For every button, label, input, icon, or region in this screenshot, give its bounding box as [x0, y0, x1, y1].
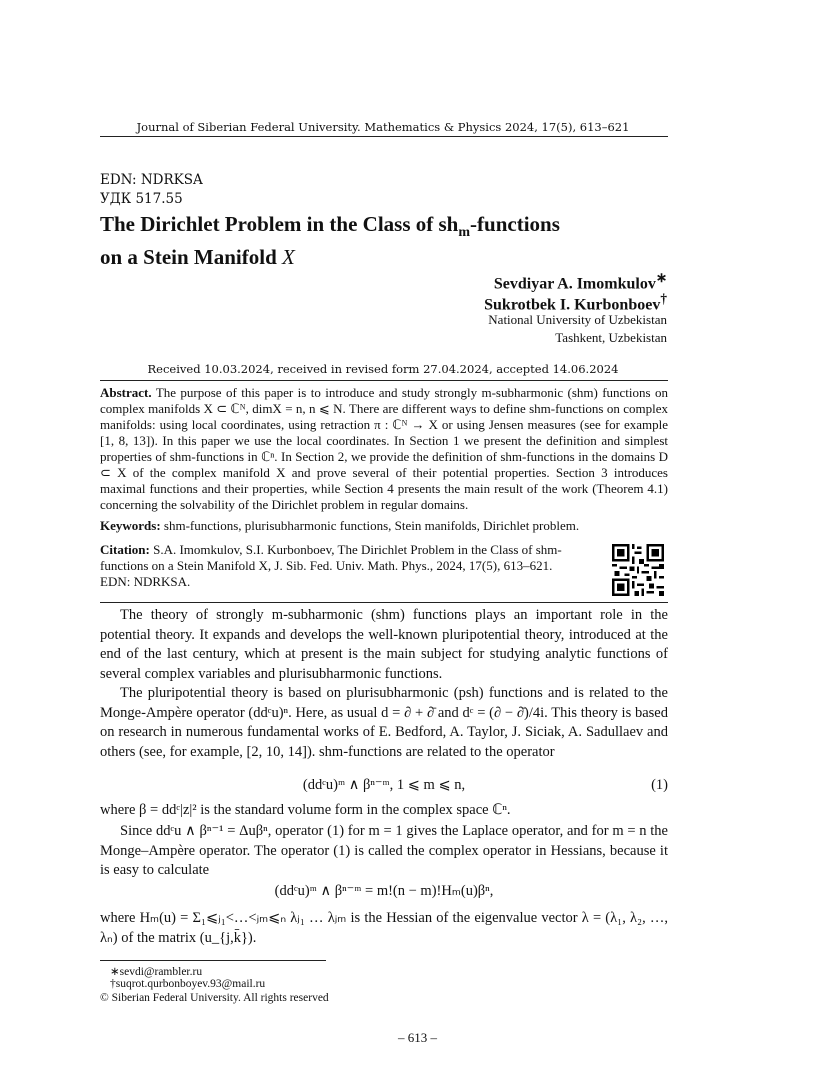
paper-title: [100, 212, 660, 270]
paragraph-2-tail-text: where β = ddᶜ|z|² is the standard volume form in the complex space ℂⁿ.: [100, 802, 511, 818]
author-2-mark: †: [660, 291, 667, 306]
author-1-name: Sevdiyar A. Imomkulov: [493, 275, 656, 293]
equation-2: [100, 883, 668, 900]
author-1-mark: ∗: [655, 270, 667, 285]
equation-1-number: (1): [651, 777, 668, 793]
citation-text: S.A. Imomkulov, S.I. Kurbonboev, The Dirichlet Problem in the Class of shm-functions on a Stein Manifold X, J. Sib. Fed. Univ. Math. Phys., 2024, 17(5), 613–621. EDN: NDRKSA.: [100, 542, 562, 589]
footnote-2: †suqrot.qurbonboyev.93@mail.ru: [110, 978, 266, 990]
qr-code-icon: [612, 544, 664, 596]
paragraph-4-text: where Hₘ(u) = Σ₁⩽ⱼ₁<…<ⱼₘ⩽ₙ λⱼ₁ … λⱼₘ is the Hessian of the eigenvalue vector λ = (λ₁, λ₂, …, λₙ) of the matrix (u_{j,k̄}).: [100, 910, 668, 946]
affiliation-line-1: National University of Uzbekistan: [488, 312, 667, 327]
paragraph-2-tail: [100, 801, 668, 821]
page-number: – 613 –: [398, 1030, 437, 1045]
udk-code: УДК 517.55: [100, 191, 183, 207]
paragraph-3-text: Since ddᶜu ∧ βⁿ⁻¹ = Δuβⁿ, operator (1) for m = 1 gives the Laplace operator, and for m = n the Monge–Ampère operator. The operator (1) is called the complex operator in Hessians, because it is easy to calculate: [100, 823, 668, 878]
title-line1-suffix: -functions: [470, 212, 560, 236]
title-line1-sub: m: [458, 225, 471, 241]
author-1: [494, 270, 667, 293]
abstract-text: The purpose of this paper is to introduce and study strongly m-subharmonic (shm) functions on complex manifolds X ⊂ ℂᴺ, dimX = n, n ⩽ N. There are different ways to define shm-functions on complex manifolds: using local coordinates, using retraction π : ℂᴺ → X or using Jensen measures (see for example [1, 8, 13]). In this paper we use the local coordinates. In Section 1 we present the definition and simplest properties of shm-functions in ℂⁿ. In Section 2, we provide the definition of shm-functions in the domains D ⊂ X of the complex manifold X and prove several of their potential properties. Section 3 introduces maximal functions and their properties, while Section 4 presents the main result of the work (Theorem 4.1) concerning the solvability of the Dirichlet problem in regular domains.: [100, 385, 668, 512]
equation-1: [100, 777, 668, 794]
journal-header: Journal of Siberian Federal University. Mathematics & Physics 2024, 17(5), 613–621: [136, 120, 630, 134]
citation: [100, 542, 570, 590]
keywords-text: shm-functions, plurisubharmonic functions, Stein manifolds, Dirichlet problem.: [163, 518, 580, 533]
intro-paragraph-2: [100, 684, 668, 762]
intro-paragraph-1: [100, 606, 668, 684]
equation-2-body: (ddᶜu)ᵐ ∧ βⁿ⁻ᵐ = m!(n − m)!Hₘ(u)βⁿ,: [274, 883, 494, 899]
footnote-1: ∗sevdi@rambler.ru: [110, 966, 203, 978]
keywords: [100, 518, 668, 534]
author-2: [484, 291, 667, 314]
footnote-rule: [100, 960, 326, 961]
abstract: [100, 385, 668, 513]
paragraph-4: [100, 909, 668, 948]
citation-rule: [100, 602, 668, 603]
affiliation-line-2: Tashkent, Uzbekistan: [555, 330, 667, 345]
abstract-label: Abstract.: [100, 385, 152, 400]
received-dates: Received 10.03.2024, received in revised form 27.04.2024, accepted 14.06.2024: [147, 362, 619, 376]
paragraph-2-text: The pluripotential theory is based on plurisubharmonic (psh) functions and is related to the Monge-Ampère operator (ddᶜu)ⁿ. Here, as usual d = ∂ + ∂̄ and dᶜ = (∂ − ∂̄)/4i. This theory is based on research in numerous fundamental works of E. Bedford, A. Taylor, J. Siciak, A. Sadullaev and others (see, for example, [2, 10, 14]). shm-functions are related to the operator: [100, 685, 668, 760]
citation-label: Citation:: [100, 542, 150, 557]
title-line2-prefix: on a Stein Manifold: [100, 245, 283, 270]
paragraph-3: [100, 822, 668, 881]
author-2-name: Sukrotbek I. Kurbonboev: [484, 296, 661, 314]
title-line2-var: X: [282, 245, 295, 270]
equation-1-body: (ddᶜu)ᵐ ∧ βⁿ⁻ᵐ, 1 ⩽ m ⩽ n,: [302, 777, 466, 793]
edn-code: EDN: NDRKSA: [100, 172, 203, 188]
paragraph-1-text: The theory of strongly m-subharmonic (shm) functions plays an important role in the potential theory. It expands and develops the well-known pluripotential theory, introduced at the end of the last century, which at present is the main subject for studying analytic functions of several complex variables and plurisubharmonic functions.: [100, 607, 668, 682]
abstract-rule: [100, 380, 668, 381]
title-line1-prefix: The Dirichlet Problem in the Class of sh: [100, 212, 459, 236]
copyright-notice: © Siberian Federal University. All rights reserved: [100, 992, 329, 1004]
header-rule: [100, 136, 668, 137]
keywords-label: Keywords:: [100, 518, 161, 533]
